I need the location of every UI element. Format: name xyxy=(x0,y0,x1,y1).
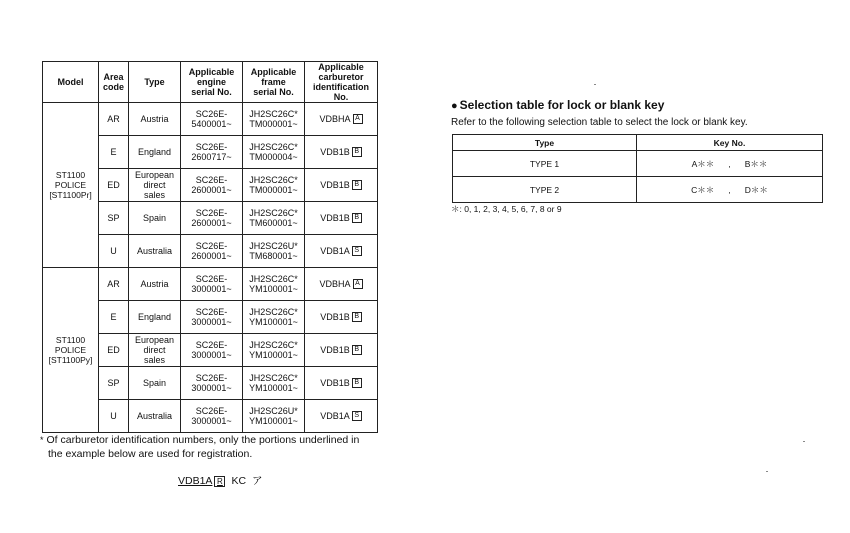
area-code-cell: U xyxy=(99,235,129,268)
frame-serial-cell: JH2SC26C* YM100001~ xyxy=(243,301,305,334)
type-cell: Australia xyxy=(129,235,181,268)
table-row xyxy=(453,177,823,203)
type-cell: England xyxy=(129,136,181,169)
table-row xyxy=(453,151,823,177)
spec-header-row xyxy=(43,62,378,103)
frame-serial-cell: JH2SC26C* TM000004~ xyxy=(243,136,305,169)
type-cell: Spain xyxy=(129,202,181,235)
type-cell: Austria xyxy=(129,103,181,136)
carb-id-cell: VDB1A S xyxy=(305,400,378,433)
carb-box-letter: B xyxy=(352,312,362,322)
carb-box-letter: B xyxy=(352,180,362,190)
area-code-cell: ED xyxy=(99,334,129,367)
scan-speck xyxy=(803,441,805,442)
frame-serial-cell: JH2SC26C* YM100001~ xyxy=(243,334,305,367)
engine-serial-cell: SC26E- 5400001~ xyxy=(181,103,243,136)
header-key-no: Key No. xyxy=(637,135,823,151)
type-cell: European direct sales xyxy=(129,169,181,202)
engine-serial-cell: SC26E- 2600001~ xyxy=(181,169,243,202)
carb-box-letter: B xyxy=(352,378,362,388)
header-engine-serial: Applicable engine serial No. xyxy=(181,62,243,103)
frame-serial-cell: JH2SC26C* YM100001~ xyxy=(243,268,305,301)
header-carb-id: Applicable carburetor identification No. xyxy=(305,62,378,103)
engine-serial-cell: SC26E- 3000001~ xyxy=(181,367,243,400)
key-no-cell: A＊＊ , B＊＊ xyxy=(637,151,823,177)
area-code-cell: AR xyxy=(99,103,129,136)
selection-title-text: Selection table for lock or blank key xyxy=(459,98,665,112)
key-wildcard-note: ＊: 0, 1, 2, 3, 4, 5, 6, 7, 8 or 9 xyxy=(451,204,562,214)
bullet-icon: ● xyxy=(451,100,458,112)
scan-speck xyxy=(766,471,768,472)
carb-id-cell: VDB1A S xyxy=(305,235,378,268)
frame-serial-cell: JH2SC26C* TM600001~ xyxy=(243,202,305,235)
carb-box-letter: S xyxy=(352,246,362,256)
type-cell: Spain xyxy=(129,367,181,400)
footnote-star: * xyxy=(40,435,44,445)
engine-serial-cell: SC26E- 3000001~ xyxy=(181,268,243,301)
frame-serial-cell: JH2SC26C* TM000001~ xyxy=(243,103,305,136)
scan-speck xyxy=(594,84,596,85)
example-suffix-2: ア xyxy=(252,475,263,487)
carb-box-letter: B xyxy=(352,213,362,223)
model-cell: ST1100 POLICE [ST1100Py] xyxy=(43,268,99,433)
carb-id-cell: VDB1B B xyxy=(305,202,378,235)
engine-serial-cell: SC26E- 3000001~ xyxy=(181,334,243,367)
table-row xyxy=(43,103,378,136)
engine-serial-cell: SC26E- 3000001~ xyxy=(181,301,243,334)
area-code-cell: SP xyxy=(99,202,129,235)
area-code-cell: E xyxy=(99,136,129,169)
example-code: VDB1A xyxy=(178,475,213,487)
carb-footnote xyxy=(40,433,420,461)
footnote-line-2: the example below are used for registration. xyxy=(48,448,253,460)
area-code-cell: SP xyxy=(99,367,129,400)
key-selection-table xyxy=(452,134,823,203)
header-key-type: Type xyxy=(453,135,637,151)
carb-id-cell: VDBHA A xyxy=(305,268,378,301)
carb-box-letter: B xyxy=(352,147,362,157)
type-cell: European direct sales xyxy=(129,334,181,367)
carb-id-cell: VDBHA A xyxy=(305,103,378,136)
frame-serial-cell: JH2SC26C* YM100001~ xyxy=(243,367,305,400)
table-row xyxy=(43,268,378,301)
area-code-cell: AR xyxy=(99,268,129,301)
carb-box-letter: A xyxy=(353,279,363,289)
frame-serial-cell: JH2SC26C* TM000001~ xyxy=(243,169,305,202)
key-type-cell: TYPE 1 xyxy=(453,151,637,177)
model-cell: ST1100 POLICE [ST1100Pr] xyxy=(43,103,99,268)
header-model: Model xyxy=(43,62,99,103)
vehicle-spec-table xyxy=(42,61,378,433)
engine-serial-cell: SC26E- 2600001~ xyxy=(181,235,243,268)
carb-box-letter: S xyxy=(352,411,362,421)
selection-description: Refer to the following selection table to select the lock or blank key. xyxy=(451,117,748,128)
engine-serial-cell: SC26E- 2600001~ xyxy=(181,202,243,235)
carb-id-cell: VDB1B B xyxy=(305,136,378,169)
key-no-cell: C＊＊ , D＊＊ xyxy=(637,177,823,203)
area-code-cell: E xyxy=(99,301,129,334)
type-cell: Austria xyxy=(129,268,181,301)
header-frame-serial: Applicable frame serial No. xyxy=(243,62,305,103)
key-type-cell: TYPE 2 xyxy=(453,177,637,203)
engine-serial-cell: SC26E- 2600717~ xyxy=(181,136,243,169)
carb-box-letter: B xyxy=(352,345,362,355)
frame-serial-cell: JH2SC26U* YM100001~ xyxy=(243,400,305,433)
area-code-cell: U xyxy=(99,400,129,433)
header-area-code: Area code xyxy=(99,62,129,103)
carb-id-cell: VDB1B B xyxy=(305,367,378,400)
frame-serial-cell: JH2SC26U* TM680001~ xyxy=(243,235,305,268)
carb-id-cell: VDB1B B xyxy=(305,169,378,202)
type-cell: England xyxy=(129,301,181,334)
carb-id-cell: VDB1B B xyxy=(305,334,378,367)
selection-title xyxy=(451,98,664,112)
header-type: Type xyxy=(129,62,181,103)
carb-id-example xyxy=(178,473,263,488)
area-code-cell: ED xyxy=(99,169,129,202)
example-box-letter: R xyxy=(214,476,225,487)
type-cell: Australia xyxy=(129,400,181,433)
footnote-line-1: Of carburetor identification numbers, only the portions underlined in xyxy=(46,434,360,446)
carb-box-letter: A xyxy=(353,114,363,124)
carb-id-cell: VDB1B B xyxy=(305,301,378,334)
engine-serial-cell: SC26E- 3000001~ xyxy=(181,400,243,433)
key-header-row xyxy=(453,135,823,151)
example-suffix-1: KC xyxy=(231,475,247,487)
